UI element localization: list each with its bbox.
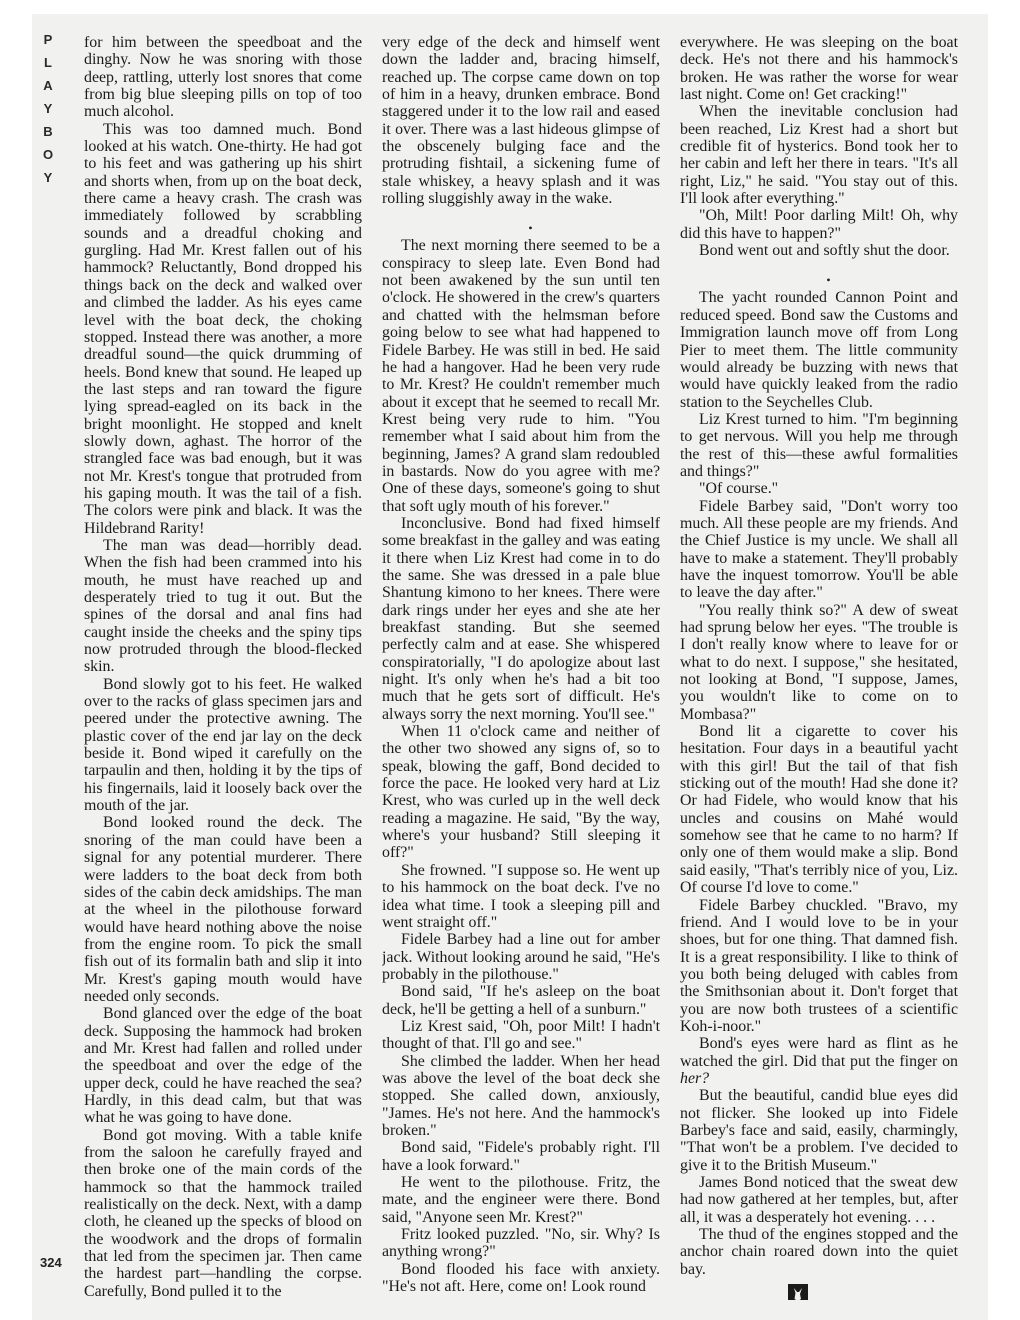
paragraph-text: The next morning there seemed to be a conspiracy to sleep late. Even Bond had not been awakened by the sun until ten o'clock. He showered in the crew's quarters and chatted with the helmsman before going below to see what had happened to Fidele Barbey. He was still in bed. He said he had a hangover. Had he been very rude to Mr. Krest? He couldn't remember much about it except that he seemed to recall Mr. Krest being very rude to him. "You remember what I said about him from the beginning, James? A grand slam redoubled in bastards. Now do you agree with me? One of these days, someone's going to shut that soft ugly mouth of his forever."	[382, 237, 660, 515]
paragraph-text: The thud of the engines stopped and the anchor chain roared down into the quiet bay.	[680, 1226, 958, 1278]
article-paragraph	[382, 1174, 660, 1226]
paragraph-text: Bond flooded his face with anxiety. "He's not aft. Here, come on! Look round	[382, 1260, 660, 1296]
article-paragraph	[680, 480, 958, 497]
paragraph-text: Bond looked round the deck. The snoring of the man could have been a signal for any potential murderer. There were ladders to the boat deck from both sides of the cabin deck amidships. The man at the wheel in the pilothouse forward would have heard nothing above the noise from the engine room. To pick the small fish out of its formalin bath and slip it into Mr. Krest's gaping mouth would have needed only seconds.	[84, 814, 362, 1005]
paragraph-text: Fidele Barbey said, "Don't worry too much. All these people are my friends. And the Chief Justice is my uncle. We shall all have to make a statement. They'll probably have the inquest tomorrow. You'll be able to leave the day after."	[680, 497, 958, 602]
text-column-2	[382, 34, 660, 1300]
article-paragraph	[382, 237, 660, 515]
text-column-3	[680, 34, 958, 1300]
article-paragraph	[382, 723, 660, 862]
paragraph-text: Fidele Barbey had a line out for amber jack. Without looking around he said, "He's probably in the pilothouse."	[382, 931, 660, 983]
article-paragraph	[382, 983, 660, 1018]
paragraph-text: Fritz looked puzzled. "No, sir. Why? Is anything wrong?"	[382, 1226, 660, 1261]
article-paragraph	[382, 1226, 660, 1261]
paragraph-text: Liz Krest turned to him. "I'm beginning to get nervous. Will you help me through the rest of this—these awful formalities and things?"	[680, 410, 958, 480]
magazine-name-letter: O	[42, 147, 54, 162]
article-paragraph	[382, 931, 660, 983]
article-paragraph	[84, 676, 362, 815]
paragraph-text: The man was dead—horribly dead. When the fish had been crammed into his mouth, he must have reached up and desperately tried to tug it out. But the spines of the dorsal and anal fins had caught inside the cheeks and the spiny tips now protruded through the blood-flecked skin.	[84, 536, 362, 676]
magazine-name-letter: P	[43, 32, 53, 47]
paragraph-text: When the inevitable conclusion had been reached, Liz Krest had a short but credible fit of hysterics. Bond took her to her cabin and left her there in tears. "It's all right, Liz," he said. "You stay out of this. I'll look after everything."	[680, 103, 958, 208]
paragraph-text: Liz Krest said, "Oh, poor Milt! I hadn't thought of that. I'll go and see."	[382, 1017, 660, 1053]
article-paragraph	[382, 862, 660, 931]
article-paragraph	[680, 1174, 958, 1226]
magazine-name-vertical	[38, 28, 58, 189]
article-paragraph	[680, 498, 958, 602]
paragraph-text: Bond said, "If he's asleep on the boat deck, he'll be getting a hell of a sunburn."	[382, 983, 660, 1018]
paragraph-text: She climbed the ladder. When her head was above the level of the boat deck she stopped. She called down, anxiously, "James. He's not here. And the hammock's broken."	[382, 1052, 660, 1139]
paragraph-text: very edge of the deck and himself went down the ladder and, bracing himself, reached up. The corpse came down on top of him in a heavy, drunken embrace. Bond staggered under it to the low rail and eased it over. There was a last hideous glimpse of the obscenely bulging face and the protruding fishtail, a sickening fume of stale whiskey, a heavy splash and it was rolling sluggishly away in the wake.	[382, 34, 660, 208]
article-paragraph	[680, 411, 958, 480]
paragraph-text: Fidele Barbey chuckled. "Bravo, my friend. And I would love to be in your shoes, but for one thing. That damned fish. It is a great responsibility. I like to think of you both being deluged with cables from the Smithsonian about it. Don't forget that you are now both trustees of a scientific Koh-i-noor."	[680, 896, 958, 1035]
article-paragraph	[680, 602, 958, 723]
paragraph-text: Bond glanced over the edge of the boat deck. Supposing the hammock had broken and Mr. Krest had fallen and rolled under the speedboat and over the edge of the upper deck, could he have reached the sea? Hardly, in this dead calm, but that was what he was going to have done.	[84, 1005, 362, 1127]
paragraph-text: "You really think so?" A dew of sweat had sprung below her eyes. "The trouble is I don't really know where to leave for or what to do next. I suppose," she hesitated, not looking at Bond, "I suppose, James, you wouldn't like to come on to Mombasa?"	[680, 601, 958, 723]
paragraph-text: Bond went out and softly shut the door.	[699, 242, 950, 260]
article-paragraph	[84, 1005, 362, 1126]
paragraph-text: He went to the pilothouse. Fritz, the mate, and the engineer were there. Bond said, "Anyone seen Mr. Krest?"	[382, 1174, 660, 1226]
article-paragraph	[680, 242, 958, 259]
paragraph-text: everywhere. He was sleeping on the boat deck. He's not there and his hammock's broken. He was rather the worse for wear last night. Come on! Get cracking!"	[680, 34, 958, 104]
paragraph-text: for him between the speedboat and the dinghy. Now he was snoring with those deep, rattling, utterly lost snores that come from big blue sleeping pills on top of too much alcohol.	[84, 34, 362, 121]
rabbit-head-logo-icon	[788, 1284, 808, 1300]
article-paragraph	[680, 207, 958, 242]
magazine-name-letter: L	[44, 55, 52, 70]
article-paragraph	[680, 34, 958, 103]
paragraph-text: "Of course."	[699, 480, 779, 498]
paragraph-text: The yacht rounded Cannon Point and reduced speed. Bond saw the Customs and Immigration launch move off from Long Pier to meet them. The little community would already be buzzing with news that would have quickly leaked from the radio station to the Seychelles Club.	[680, 289, 958, 411]
article-paragraph	[680, 1226, 958, 1278]
paragraph-text: James Bond noticed that the sweat dew had now gathered at her temples, but, after all, it was a desperately hot evening. . . .	[680, 1174, 958, 1226]
section-break-bullet: •	[826, 273, 831, 288]
article-paragraph	[84, 537, 362, 676]
magazine-name-letter: Y	[43, 170, 53, 185]
article-paragraph	[680, 289, 958, 410]
article-paragraph	[382, 1139, 660, 1174]
magazine-name-letter: A	[43, 78, 53, 93]
paragraph-text: This was too damned much. Bond looked at his watch. One-thirty. He had got to his feet and was gathering up his shirt and shorts when, from up on the boat deck, there came a heavy crash. The crash was immediately followed by scrabbling sounds and a dreadful choking and gurgling. Had Mr. Krest fallen out of his hammock? Reluctantly, Bond dropped his things back on the deck and walked over and climbed the ladder. As his eyes came level with the boat deck, the choking stopped. Instead there was another, a more dreadful sound—the quick drumming of heels. Bond knew that sound. He leaped up the last steps and ran toward the figure lying spread-eagled on its back in the bright moonlight. He stopped and knelt slowly down, aghast. The horror of the strangled face was bad enough, but it was not Mr. Krest's tongue that protruded from his gaping mouth. It was the tail of a fish. The colors were pink and black. It was the Hildebrand Rarity!	[84, 120, 362, 537]
article-paragraph	[84, 121, 362, 537]
paragraph-text: Bond slowly got to his feet. He walked over to the racks of glass specimen jars and peered under the protective awning. The plastic cover of the end jar lay on the deck beside it. Bond wiped it carefully on the tarpaulin and then, holding it by the tips of his fingernails, laid it loosely back over the mouth of the jar.	[84, 675, 362, 815]
article-paragraph	[84, 814, 362, 1005]
paragraph-text: She frowned. "I suppose so. He went up to his hammock on the boat deck. I've no idea what time. I took a sleeping pill and went straight off."	[382, 861, 660, 931]
text-column-1	[84, 34, 362, 1300]
article-paragraph	[382, 1018, 660, 1053]
magazine-page	[32, 14, 988, 1320]
article-paragraph	[680, 103, 958, 207]
italic-emphasis: her?	[680, 1069, 710, 1087]
article-paragraph	[382, 1261, 660, 1296]
paragraph-text: Bond said, "Fidele's probably right. I'll have a look forward."	[382, 1139, 660, 1174]
article-paragraph	[680, 897, 958, 1036]
article-paragraph	[382, 34, 660, 207]
paragraph-text: But the beautiful, candid blue eyes did not flicker. She looked up into Fidele Barbey's face and said, easily, charmingly, "That won't be a problem. I've decided to give it to the British Museum."	[680, 1087, 958, 1174]
magazine-name-letter: B	[43, 124, 53, 139]
paragraph-text: "Oh, Milt! Poor darling Milt! Oh, why did this have to happen?"	[680, 207, 958, 242]
paragraph-text: Bond lit a cigarette to cover his hesitation. Four days in a beautiful yacht with this girl! But the tail of that fish sticking out of the mouth! Had she done it? Or had Fidele, who would know that his uncles and cousins on Mahé would somehow see that he came to no harm? If only one of them would make a slip. Bond said easily, "That's terribly nice of you, Liz. Of course I'd love to come."	[680, 723, 958, 897]
article-paragraph	[680, 1087, 958, 1174]
paragraph-text: Bond got moving. With a table knife from the saloon he carefully frayed and then broke one of the main cords of the hammock so that the hammock trailed realistically on the deck. Next, with a damp cloth, he cleaned up the specks of blood on the woodwork and the drops of formalin that led from the specimen jar. Then came the hardest part—handling the corpse. Carefully, Bond pulled it to the	[84, 1126, 362, 1300]
section-break-bullet: •	[528, 221, 533, 236]
article-paragraph	[680, 1035, 958, 1087]
article-paragraph	[382, 515, 660, 723]
article-paragraph	[84, 1127, 362, 1300]
article-paragraph	[680, 723, 958, 896]
paragraph-text: When 11 o'clock came and neither of the other two showed any signs of, so to speak, blowing the gaff, Bond decided to force the pace. He looked very hard at Liz Krest, who was curled up in the well deck reading a magazine. He said, "By the way, where's your husband? Still sleeping it off?"	[382, 723, 660, 862]
page-number: 324	[40, 1255, 62, 1270]
paragraph-text: Inconclusive. Bond had fixed himself some breakfast in the galley and was eating it there when Liz Krest had come in to do the same. She was dressed in a pale blue Shantung kimono to her knees. There were dark rings under her eyes and she ate her breakfast standing. But she seemed perfectly calm and at ease. She whispered conspiratorially, "I do apologize about last night. It's only when he's had a bit too much that he gets sort of difficult. He's always sorry the next morning. You'll see."	[382, 514, 660, 723]
magazine-name-letter: Y	[43, 101, 53, 116]
paragraph-text: Bond's eyes were hard as flint as he watched the girl. Did that put the finger on	[680, 1035, 958, 1070]
article-paragraph	[84, 34, 362, 121]
article-paragraph	[382, 1053, 660, 1140]
